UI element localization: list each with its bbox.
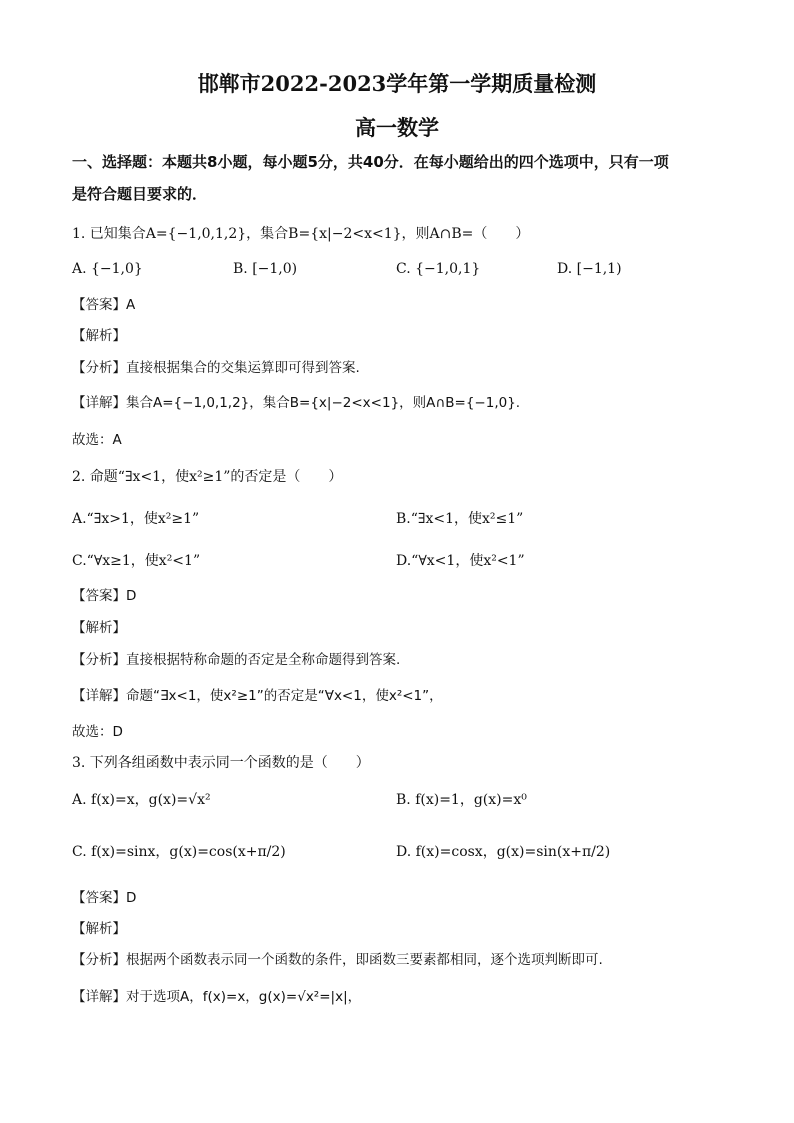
q3-xiangjie: 【详解】对于选项A，f(x)=x，g(x)=√x²=|x|， xyxy=(72,989,362,1005)
q2-guxuan: 故选：D xyxy=(72,724,123,740)
section-heading-line2: 是符合题目要求的． xyxy=(72,185,208,203)
q2-option-c: C.“∀x≥1，使x²<1” xyxy=(72,553,201,569)
q2-xiangjie: 【详解】命题“∃x<1，使x²≥1”的否定是“∀x<1，使x²<1”， xyxy=(72,688,443,704)
q1-option-d: D. [−1,1) xyxy=(557,261,622,277)
exam-title: 邯郸市2022-2023学年第一学期质量检测 xyxy=(197,71,597,96)
q3-option-c: C. f(x)=sinx，g(x)=cos(x+π/2) xyxy=(72,844,286,860)
q3-option-d: D. f(x)=cosx，g(x)=sin(x+π/2) xyxy=(396,844,611,860)
q3-answer: 【答案】D xyxy=(72,890,137,906)
q3-jiexi: 【解析】 xyxy=(72,921,126,937)
q1-option-a: A. {−1,0} xyxy=(72,261,143,277)
q2-option-b: B.“∃x<1，使x²≤1” xyxy=(396,511,524,527)
q3-stem: 3. 下列各组函数中表示同一个函数的是（ ） xyxy=(72,755,370,771)
q1-option-b: B. [−1,0) xyxy=(233,261,298,277)
q2-option-a: A.“∃x>1，使x²≥1” xyxy=(72,511,200,527)
q1-stem: 1. 已知集合A={−1,0,1,2}，集合B={x|−2<x<1}，则A∩B=（ ） xyxy=(72,226,530,242)
q1-jiexi: 【解析】 xyxy=(72,328,126,344)
q2-stem: 2. 命题“∃x<1，使x²≥1”的否定是（ ） xyxy=(72,469,343,485)
q2-answer: 【答案】D xyxy=(72,588,137,604)
q1-answer: 【答案】A xyxy=(72,297,136,313)
q2-jiexi: 【解析】 xyxy=(72,620,126,636)
q3-fenxi: 【分析】根据两个函数表示同一个函数的条件，即函数三要素都相同，逐个选项判断即可. xyxy=(72,952,603,968)
exam-subtitle: 高一数学 xyxy=(355,115,439,140)
q3-option-a: A. f(x)=x，g(x)=√x² xyxy=(72,792,211,808)
q1-option-c: C. {−1,0,1} xyxy=(396,261,481,277)
q1-xiangjie: 【详解】集合A={−1,0,1,2}，集合B={x|−2<x<1}，则A∩B={−1,0}. xyxy=(72,395,521,411)
section-heading-line1: 一、选择题：本题共8小题，每小题5分，共40分．在每小题给出的四个选项中，只有一项 xyxy=(72,153,669,171)
q2-fenxi: 【分析】直接根据特称命题的否定是全称命题得到答案. xyxy=(72,652,401,668)
q3-option-b: B. f(x)=1，g(x)=x⁰ xyxy=(396,792,527,808)
q1-guxuan: 故选：A xyxy=(72,432,122,448)
q1-fenxi: 【分析】直接根据集合的交集运算即可得到答案. xyxy=(72,360,360,376)
q2-option-d: D.“∀x<1，使x²<1” xyxy=(396,553,525,569)
